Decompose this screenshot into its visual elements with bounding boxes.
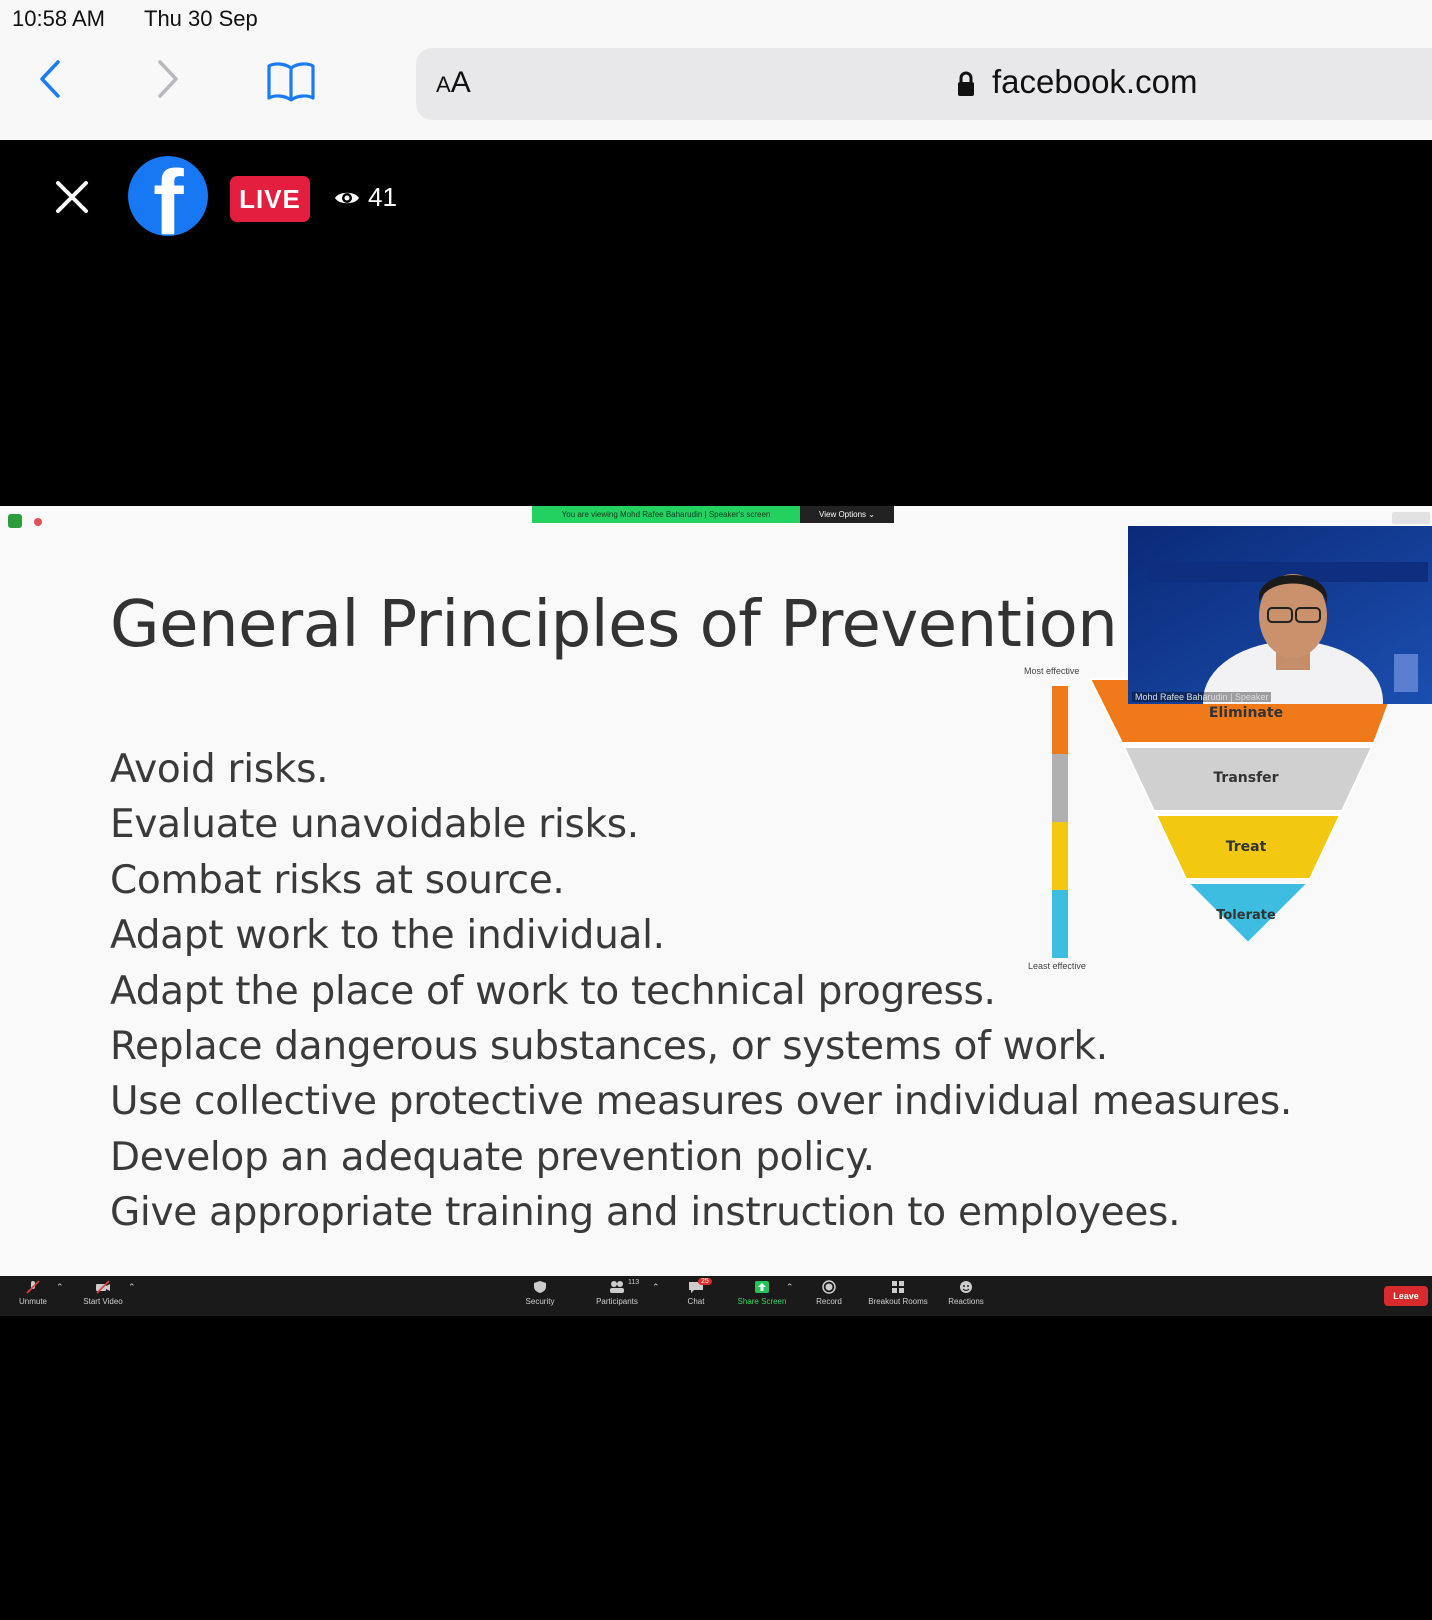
live-badge: LIVE <box>230 176 310 222</box>
scale-top-label: Most effective <box>1024 666 1080 676</box>
breakout-rooms-button[interactable]: Breakout Rooms <box>864 1280 932 1306</box>
effectiveness-scale-bar <box>1052 686 1068 958</box>
speaker-video-image <box>1128 526 1432 704</box>
reactions-icon <box>958 1280 974 1294</box>
participants-icon <box>609 1280 625 1294</box>
participants-button[interactable]: Participants <box>590 1280 644 1306</box>
participants-count: 113 <box>628 1279 640 1286</box>
back-icon <box>36 58 66 100</box>
shield-icon <box>532 1280 548 1294</box>
slide-title: General Principles of Prevention <box>110 588 1118 662</box>
zoom-screen-share <box>0 506 1432 1316</box>
bookmarks-icon <box>266 60 316 102</box>
breakout-rooms-icon <box>890 1280 906 1294</box>
share-screen-button[interactable]: Share Screen <box>734 1280 790 1306</box>
status-date: Thu 30 Sep <box>144 6 258 31</box>
video-muted-icon <box>95 1280 111 1294</box>
share-screen-icon <box>754 1280 770 1294</box>
pyramid-label-treat: Treat <box>1225 839 1267 855</box>
viewer-count: 41 <box>368 182 397 212</box>
start-video-button[interactable]: Start Video <box>76 1280 130 1306</box>
reader-text-size-button[interactable]: AA <box>436 66 471 99</box>
security-button[interactable]: Security <box>520 1280 560 1306</box>
list-item: Use collective protective measures over individual measures. <box>110 1079 1293 1125</box>
reactions-button[interactable]: Reactions <box>944 1280 988 1306</box>
leave-button[interactable]: Leave <box>1384 1286 1428 1306</box>
viewing-banner <box>532 506 894 523</box>
risk-hierarchy-pyramid <box>1084 671 1404 951</box>
status-time: 10:58 AM <box>12 6 105 31</box>
bookmarks-button[interactable] <box>266 60 316 107</box>
recording-dot-icon <box>34 518 42 526</box>
facebook-logo[interactable]: f <box>128 156 208 236</box>
browser-chrome <box>0 0 1432 140</box>
view-options-button[interactable]: View Options ⌄ <box>800 506 894 523</box>
viewing-banner-text: You are viewing Mohd Rafee Baharudin | Speaker's screen <box>532 506 800 523</box>
scale-bottom-label: Least effective <box>1028 961 1086 971</box>
list-item: Adapt the place of work to technical progress. <box>110 968 996 1014</box>
eye-icon <box>334 189 360 207</box>
list-item: Evaluate unavoidable risks. <box>110 802 639 848</box>
list-item: Develop an adequate prevention policy. <box>110 1134 875 1180</box>
forward-icon <box>152 58 182 100</box>
audio-options-caret-icon[interactable]: ⌃ <box>56 1282 64 1292</box>
security-shield-icon <box>8 514 22 528</box>
close-icon <box>52 177 92 217</box>
pyramid-label-tolerate: Tolerate <box>1216 908 1276 923</box>
exit-fullscreen-button[interactable] <box>1392 512 1430 524</box>
address-bar[interactable] <box>416 48 1432 120</box>
unmute-button[interactable]: Unmute <box>14 1280 52 1306</box>
list-item: Adapt work to the individual. <box>110 913 665 959</box>
zoom-toolbar <box>0 1276 1432 1316</box>
chat-badge: 25 <box>698 1278 712 1285</box>
list-item: Replace dangerous substances, or systems of work. <box>110 1023 1108 1069</box>
pyramid-label-transfer: Transfer <box>1213 770 1279 786</box>
microphone-muted-icon <box>25 1280 41 1294</box>
chat-button[interactable]: Chat <box>682 1280 710 1306</box>
facebook-live-header <box>0 140 1432 506</box>
speaker-video-thumbnail[interactable] <box>1128 526 1432 704</box>
lock-icon <box>956 70 976 98</box>
participants-caret-icon[interactable]: ⌃ <box>652 1282 660 1292</box>
back-button[interactable] <box>36 58 66 105</box>
forward-button[interactable] <box>152 58 182 105</box>
list-item: Avoid risks. <box>110 747 329 792</box>
video-options-caret-icon[interactable]: ⌃ <box>128 1282 136 1292</box>
list-item: Combat risks at source. <box>110 857 565 903</box>
record-button[interactable]: Record <box>812 1280 846 1306</box>
pyramid-label-eliminate: Eliminate <box>1208 705 1284 721</box>
list-item: Give appropriate training and instruction to employees. <box>110 1190 1181 1236</box>
close-button[interactable] <box>52 177 92 222</box>
record-icon <box>821 1280 837 1294</box>
speaker-name-label: Mohd Rafee Baharudin | Speaker <box>1132 692 1271 702</box>
share-screen-caret-icon[interactable]: ⌃ <box>786 1282 794 1292</box>
url-text: facebook.com <box>992 63 1198 100</box>
